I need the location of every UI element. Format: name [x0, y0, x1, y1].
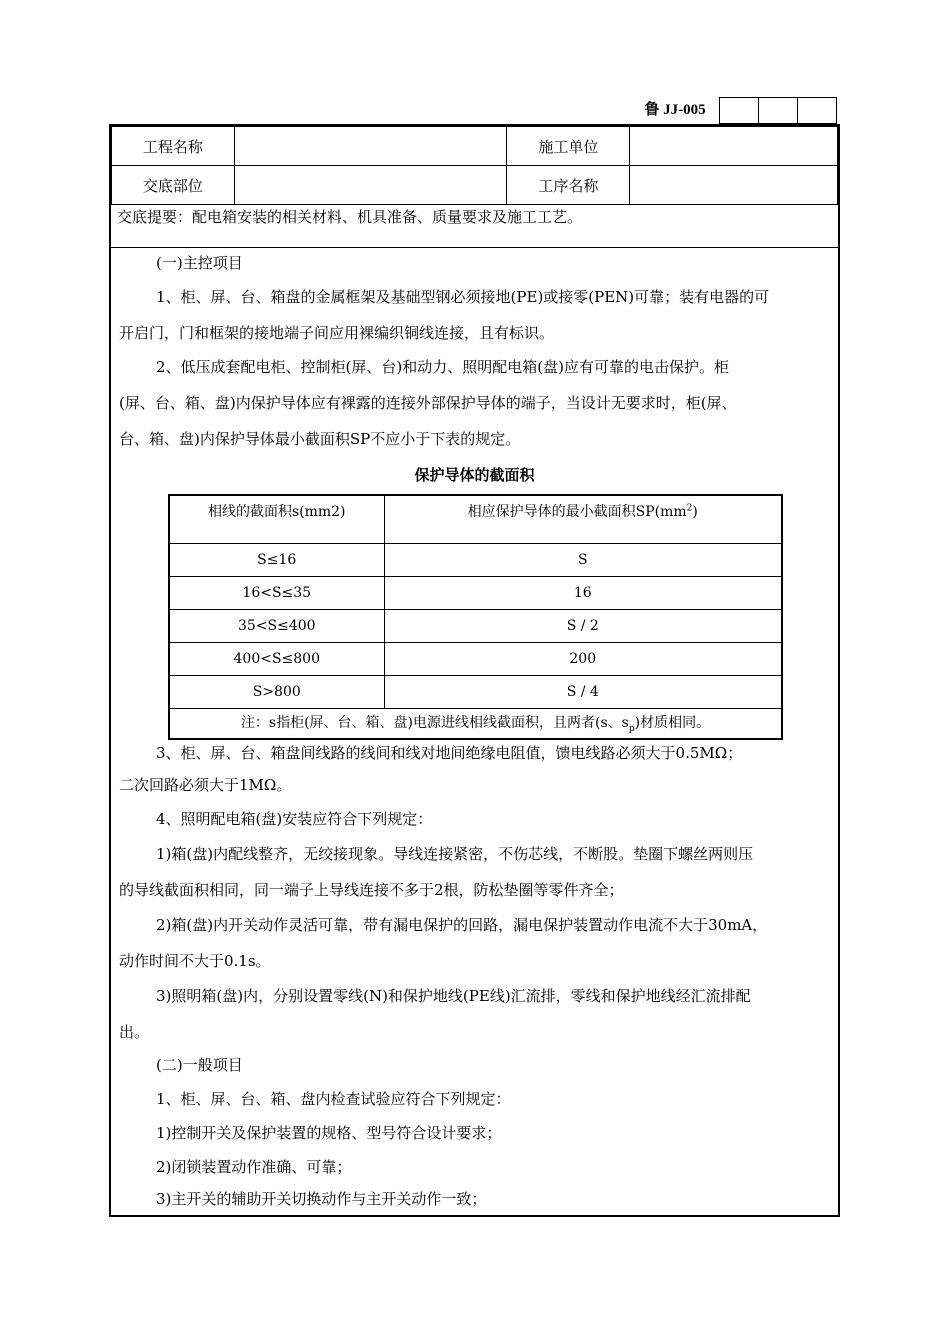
table-note-end: )材质相同。 — [634, 715, 711, 732]
doc-code: 鲁 JJ-005 — [644, 102, 706, 118]
table-cell: 400<S≤800 — [169, 642, 384, 675]
table-cell: 35<S≤400 — [169, 609, 384, 642]
table-cell: S — [384, 543, 782, 576]
paragraph: 台、箱、盘)内保护导体最小截面积SP不应小于下表的规定。 — [119, 430, 521, 448]
table-cell: S / 2 — [384, 609, 782, 642]
paragraph: 4、照明配电箱(盘)安装应符合下列规定： — [156, 810, 433, 828]
info-table — [111, 126, 838, 205]
paragraph: 1)箱(盘)内配线整齐，无绞接现象。导线连接紧密，不伤芯线，不断股。垫圈下螺丝两则压 — [156, 845, 754, 863]
paragraph: 3)主开关的辅助开关切换动作与主开关动作一致； — [156, 1190, 487, 1208]
process-field[interactable] — [630, 166, 838, 205]
col-header-protective — [384, 495, 782, 543]
paragraph: (屏、台、箱、盘)内保护导体应有裸露的连接外部保护导体的端子，当设计无要求时，柜(屏、 — [119, 394, 737, 412]
paragraph: 二次回路必须大于1MΩ。 — [119, 776, 292, 794]
code-box — [798, 97, 837, 124]
table-note-text: 注：s指柜(屏、台、箱、盘)电源进线相线截面积，且两者(s、s — [240, 715, 629, 732]
superscript: 2 — [686, 503, 693, 514]
table-cell: 200 — [384, 642, 782, 675]
paragraph: 3、柜、屏、台、箱盘间线路的线间和线对地间绝缘电阻值，馈电线路必须大于0.5MΩ； — [156, 744, 743, 762]
summary: 交底提要：配电箱安装的相关材料、机具准备、质量要求及施工工艺。 — [117, 208, 583, 226]
paragraph: 开启门，门和框架的接地端子间应用裸编织铜线连接，且有标识。 — [119, 324, 555, 342]
table-title: 保护导体的截面积 — [414, 467, 535, 484]
col-header-protective-end: ) — [692, 504, 698, 520]
paragraph: 出。 — [119, 1023, 150, 1041]
paragraph: 1、柜、屏、台、箱、盘内检查试验应符合下列规定： — [156, 1090, 511, 1108]
cross-section-table — [168, 494, 783, 740]
table-cell: S / 4 — [384, 675, 782, 708]
paragraph: 1、柜、屏、台、箱盘的金属框架及基础型钢必须接地(PE)或接零(PEN)可靠；装有电器的可 — [156, 288, 770, 306]
table-cell: 16<S≤35 — [169, 576, 384, 609]
disclosure-form — [109, 124, 840, 1217]
code-box — [759, 97, 798, 124]
general-items-title: (二)一般项目 — [156, 1056, 243, 1074]
col-header-phase: 相线的截面积s(mm2) — [169, 495, 384, 543]
process-label: 工序名称 — [507, 166, 630, 205]
project-name-field[interactable] — [234, 127, 507, 166]
part-label: 交底部位 — [112, 166, 235, 205]
doc-code-row — [631, 97, 837, 124]
paragraph: 2)箱(盘)内开关动作灵活可靠，带有漏电保护的回路，漏电保护装置动作电流不大于30mA， — [156, 916, 768, 934]
paragraph: 的导线截面积相同，同一端子上导线连接不多于2根，防松垫圈等零件齐全； — [119, 881, 624, 899]
table-note — [169, 708, 782, 739]
table-cell: 16 — [384, 576, 782, 609]
col-header-protective-text: 相应保护导体的最小截面积SP(mm — [467, 504, 687, 520]
code-box — [719, 97, 759, 124]
table-cell: S>800 — [169, 675, 384, 708]
paragraph: 动作时间不大于0.1s。 — [119, 952, 271, 970]
subscript: p — [628, 724, 635, 735]
paragraph: 2)闭锁装置动作准确、可靠； — [156, 1158, 352, 1176]
construction-unit-label: 施工单位 — [507, 127, 630, 166]
part-field[interactable] — [234, 166, 507, 205]
paragraph: 2、低压成套配电柜、控制柜(屏、台)和动力、照明配电箱(盘)应有可靠的电击保护。柜 — [156, 358, 729, 376]
construction-unit-field[interactable] — [630, 127, 838, 166]
table-cell: S≤16 — [169, 543, 384, 576]
main-items-title: (一)主控项目 — [156, 254, 243, 272]
divider — [111, 247, 838, 248]
paragraph: 1)控制开关及保护装置的规格、型号符合设计要求； — [156, 1124, 502, 1142]
paragraph: 3)照明箱(盘)内，分别设置零线(N)和保护地线(PE线)汇流排，零线和保护地线经汇流排配 — [156, 987, 751, 1005]
project-name-label: 工程名称 — [112, 127, 235, 166]
